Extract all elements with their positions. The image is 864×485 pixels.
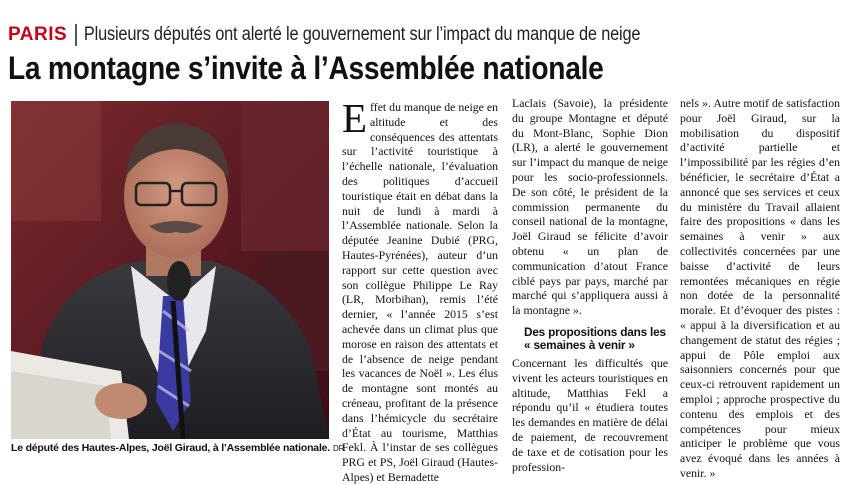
photo-caption (11, 442, 345, 454)
column-2-text: Laclais (Savoie), la présidente du groupe Montagne et député du Mont-Blanc, Sophie Dion (LR), a alerté le gouvernement sur l’impact du manque de neige pour les socio-professionnels. De son côté, le président de la commission permanente du conseil national de la montagne, Joël Giraud se félicite d’avoir obtenu « un plan de communication d’atout France ciblé pays par pays, marché par marché qui s’appliquera aussi à la montagne ». (512, 96, 668, 318)
deputy-portrait-photo (11, 101, 329, 439)
article-photo (11, 101, 329, 439)
kicker-subtitle: Plusieurs députés ont alerté le gouvernement sur l’impact du manque de neige (84, 24, 641, 45)
column-2-continued-text: Concernant les difficultés que vivent les acteurs touristiques en altitude, Matthias Fekl a répondu qu’il « étudiera toutes les demandes en matière de délai de paiement, de recouvrement de taxe et de cotisation pour les profession- (512, 355, 668, 474)
article-column-1 (342, 95, 498, 485)
caption-text: Le député des Hautes-Alpes, Joël Giraud, à l’Assemblée nationale. (11, 442, 331, 454)
intertitle: Des propositions dans les « semaines à venir » (524, 324, 666, 352)
article-column-2 (512, 96, 668, 474)
article-column-3 (680, 96, 840, 481)
article-headline: La montagne s’invite à l’Assemblée nationale (8, 50, 604, 86)
column-3-text: nels ». Autre motif de satisfaction pour Joël Giraud, sur la mobilisation du dispositif d’activité partielle et l’impossibilité par les régies d’en bénéficier, le secrétaire d’État a annoncé que ses services et ceux du ministère du Travail allaient faire des propositions « dans les semaines à venir » aux collectivités concernées par une baisse d’activité de leurs remontées mécaniques en régie non dotée de la personnalité morale. Et d’évoquer des pistes : « appui à la diversification et au changement de statut des régies ; appui de Pôle emploi aux saisonniers concernés pour que ceux-ci retrouvent rapidement un emploi ; approche prospective du contenu des emplois et des compétences pour mieux anticiper le problème que vous avez évoqué dans les années à venir. » (680, 96, 840, 480)
photo-credit: DR (333, 444, 345, 453)
kicker-city: PARIS (8, 24, 77, 46)
drop-cap: E (342, 95, 368, 141)
article-kicker (8, 22, 732, 48)
column-1-text: ffet du manque de neige en altitude et des conséquences des attentats sur l’activité touristique à l’échelle nationale, l’évaluation des politiques d’accueil touristique était en débat dans la nuit de lundi à mardi à l’Assemblée nationale. Selon la députée Jeanine Dubié (PRG, Hautes-Pyrénées), auteur d’un rapport sur cette question avec son collègue Philippe Le Ray (LR, Morbihan), remis l’été dernier, « l’année 2015 s’est achevée dans un climat plus que morose en raison des attentats et de l’absence de neige pendant les vacances de Noël ». Les élus de montagne sont montés au créneau, profitant de la présence dans l’hémicycle du secrétaire d’État au tourisme, Matthias Fekl. À l’instar de ses collègues PRG et PS, Joël Giraud (Hautes-Alpes) et Bernadette (342, 100, 498, 484)
